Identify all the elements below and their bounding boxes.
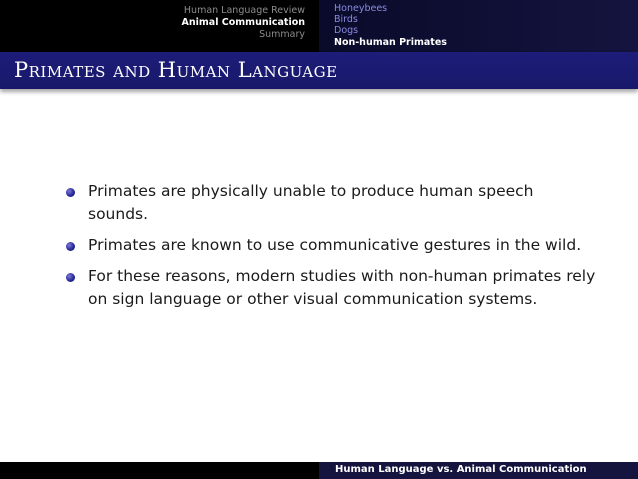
- list-item-text: Primates are physically unable to produce human speech sounds.: [88, 182, 534, 223]
- subsection-list: [334, 3, 447, 48]
- nav-section-human-language-review[interactable]: Human Language Review: [183, 5, 305, 16]
- list-item-text: Primates are known to use communicative gestures in the wild.: [88, 236, 582, 254]
- footer-bar: [0, 462, 638, 479]
- footer-title: Human Language vs. Animal Communication: [335, 464, 587, 475]
- nav-subsection-honeybees[interactable]: Honeybees: [334, 3, 388, 14]
- list-item: [58, 265, 598, 311]
- subsection-navigation: [319, 0, 638, 52]
- top-navigation-bar: [0, 0, 638, 52]
- nav-section-summary[interactable]: Summary: [259, 29, 305, 40]
- frame-title-bar: [0, 52, 638, 89]
- nav-subsection-non-human-primates[interactable]: Non-human Primates: [334, 36, 447, 48]
- bullet-icon: [66, 242, 75, 251]
- list-item: [58, 234, 598, 257]
- section-list: [182, 5, 305, 41]
- nav-section-animal-communication[interactable]: Animal Communication: [181, 17, 305, 28]
- nav-subsection-birds[interactable]: Birds: [334, 14, 358, 26]
- bullet-icon: [66, 273, 75, 282]
- bullet-icon: [66, 188, 75, 197]
- section-navigation: [0, 0, 319, 52]
- bullet-list: [58, 180, 598, 319]
- frame-title: Primates and Human Language: [14, 58, 338, 82]
- nav-subsection-dogs[interactable]: Dogs: [334, 25, 359, 37]
- footer-title-panel: [319, 462, 638, 479]
- list-item-text: For these reasons, modern studies with non-human primates rely on sign language or other visual communication systems.: [88, 267, 596, 308]
- list-item: [58, 180, 598, 226]
